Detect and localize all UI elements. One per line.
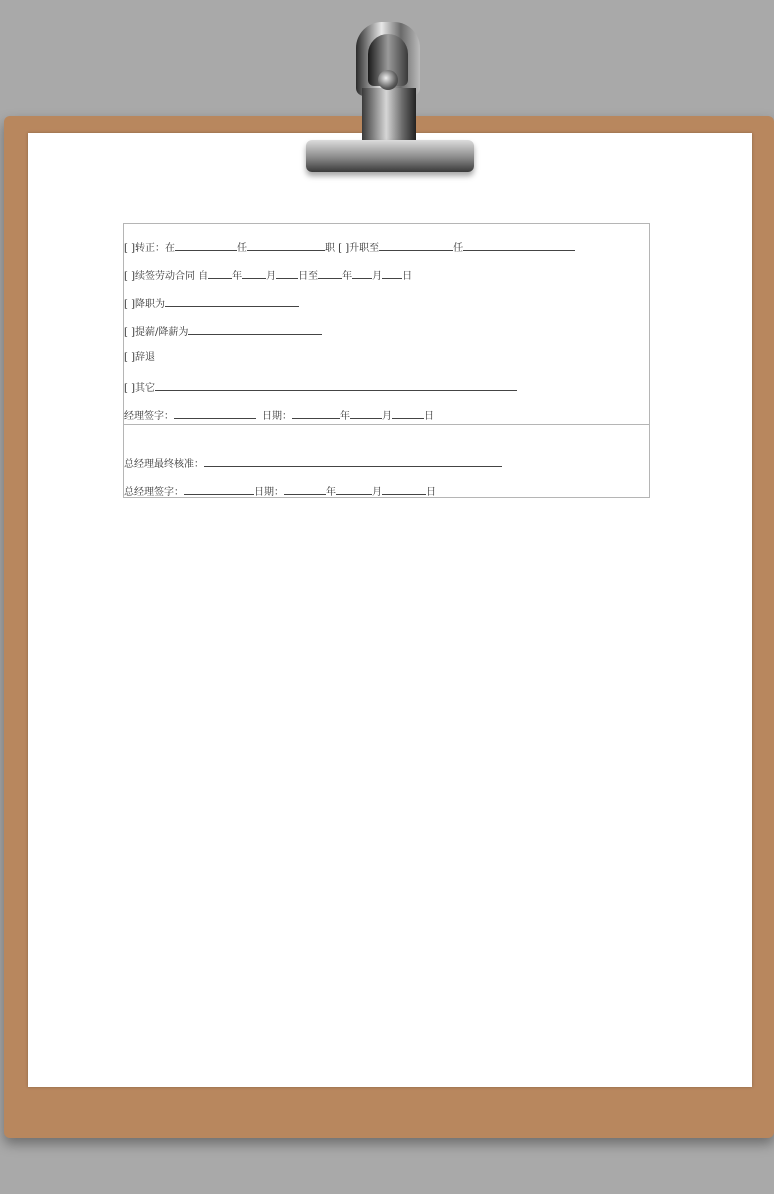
row-dismissal: [ ]辞退 xyxy=(124,352,155,363)
row-gm-approval: 总经理最终核准： xyxy=(124,456,502,468)
personnel-action-form xyxy=(123,223,650,498)
row-demotion: [ ]降职为 xyxy=(124,296,299,308)
binder-clip-icon xyxy=(300,22,480,182)
row-promotion: [ ]转正：在 任 职 [ ]升职至 任 xyxy=(124,240,575,252)
row-contract-renewal: [ ]续签劳动合同 自 年 月 日至 年 月 日 xyxy=(124,268,412,280)
row-gm-signature: 总经理签字： 日期： 年 月 日 xyxy=(124,484,436,496)
row-salary-change: [ ]提薪/降薪为 xyxy=(124,324,322,336)
row-manager-signature: 经理签字： 日期： 年 月 日 xyxy=(124,408,434,420)
row-other: [ ]其它 xyxy=(124,380,517,392)
section-divider xyxy=(124,424,649,425)
